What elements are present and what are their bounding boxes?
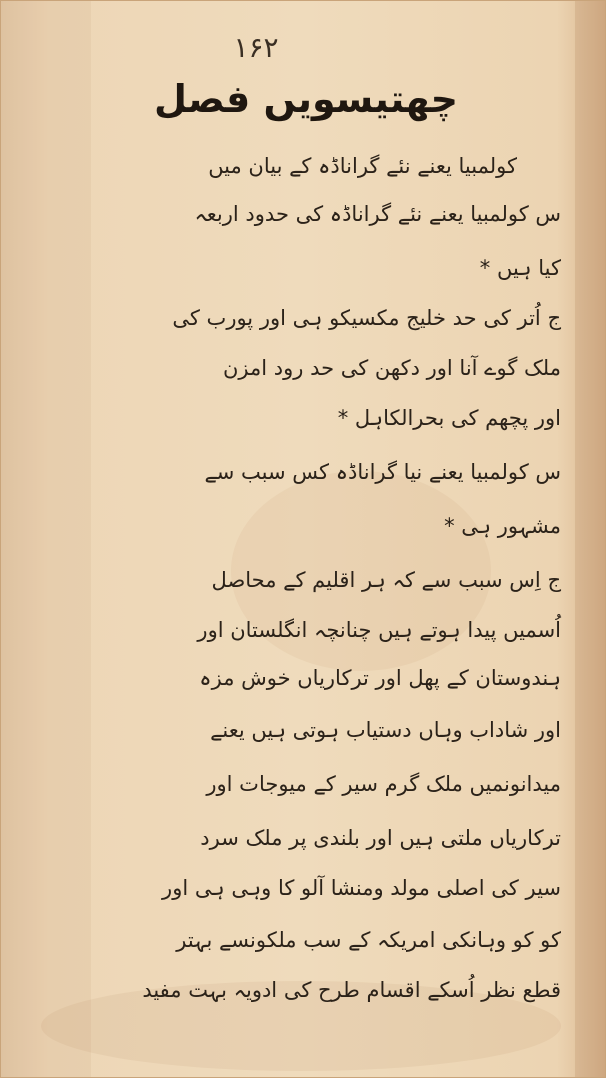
page-number: ۱۶۲ bbox=[233, 31, 279, 64]
text-line: ہندوستان کے پھل اور ترکاریاں خوش مزہ bbox=[199, 666, 561, 690]
text-line: س کولمبیا یعنے نئے گراناڈہ کی حدود اربعہ bbox=[194, 202, 561, 226]
text-line: قطع نظر اُسکے اقسام طرح کی ادویہ بہت مفید bbox=[142, 978, 561, 1002]
paper-stain-left bbox=[1, 1, 91, 1078]
text-line: اُسمیں پیدا ہوتے ہیں چنانچہ انگلستان اور bbox=[197, 618, 561, 642]
text-line: سیر کی اصلی مولد ومنشا آلو کا وہی ہی اور bbox=[162, 876, 561, 900]
text-line: ملک گوے آنا اور دکھن کی حد رود امزن bbox=[223, 356, 561, 380]
text-line: س کولمبیا یعنے نیا گراناڈہ کس سبب سے bbox=[204, 460, 561, 484]
text-line: میدانونمیں ملک گرم سیر کے میوجات اور bbox=[206, 772, 561, 796]
text-line: ترکاریاں ملتی ہیں اور بلندی پر ملک سرد bbox=[200, 826, 561, 850]
text-line: ج اُتر کی حد خلیج مکسیکو ہی اور پورب کی bbox=[172, 306, 561, 330]
section-heading: کولمبیا یعنے نئے گراناڈہ کے بیان میں bbox=[208, 154, 517, 178]
chapter-title: چھتیسویں فصل bbox=[154, 77, 458, 121]
text-line: اور شاداب وہاں دستیاب ہوتی ہیں یعنے bbox=[210, 718, 561, 742]
text-line: اور پچھم کی بحرالکاہل * bbox=[337, 406, 561, 430]
text-line: ج اِس سبب سے کہ ہر اقلیم کے محاصل bbox=[211, 568, 561, 592]
paper-stain-right bbox=[575, 1, 605, 1078]
text-line: کیا ہیں * bbox=[479, 256, 561, 280]
text-line: کو کو وہانکی امریکہ کے سب ملکونسے بہتر bbox=[176, 928, 561, 952]
text-line: مشہور ہی * bbox=[444, 514, 561, 538]
